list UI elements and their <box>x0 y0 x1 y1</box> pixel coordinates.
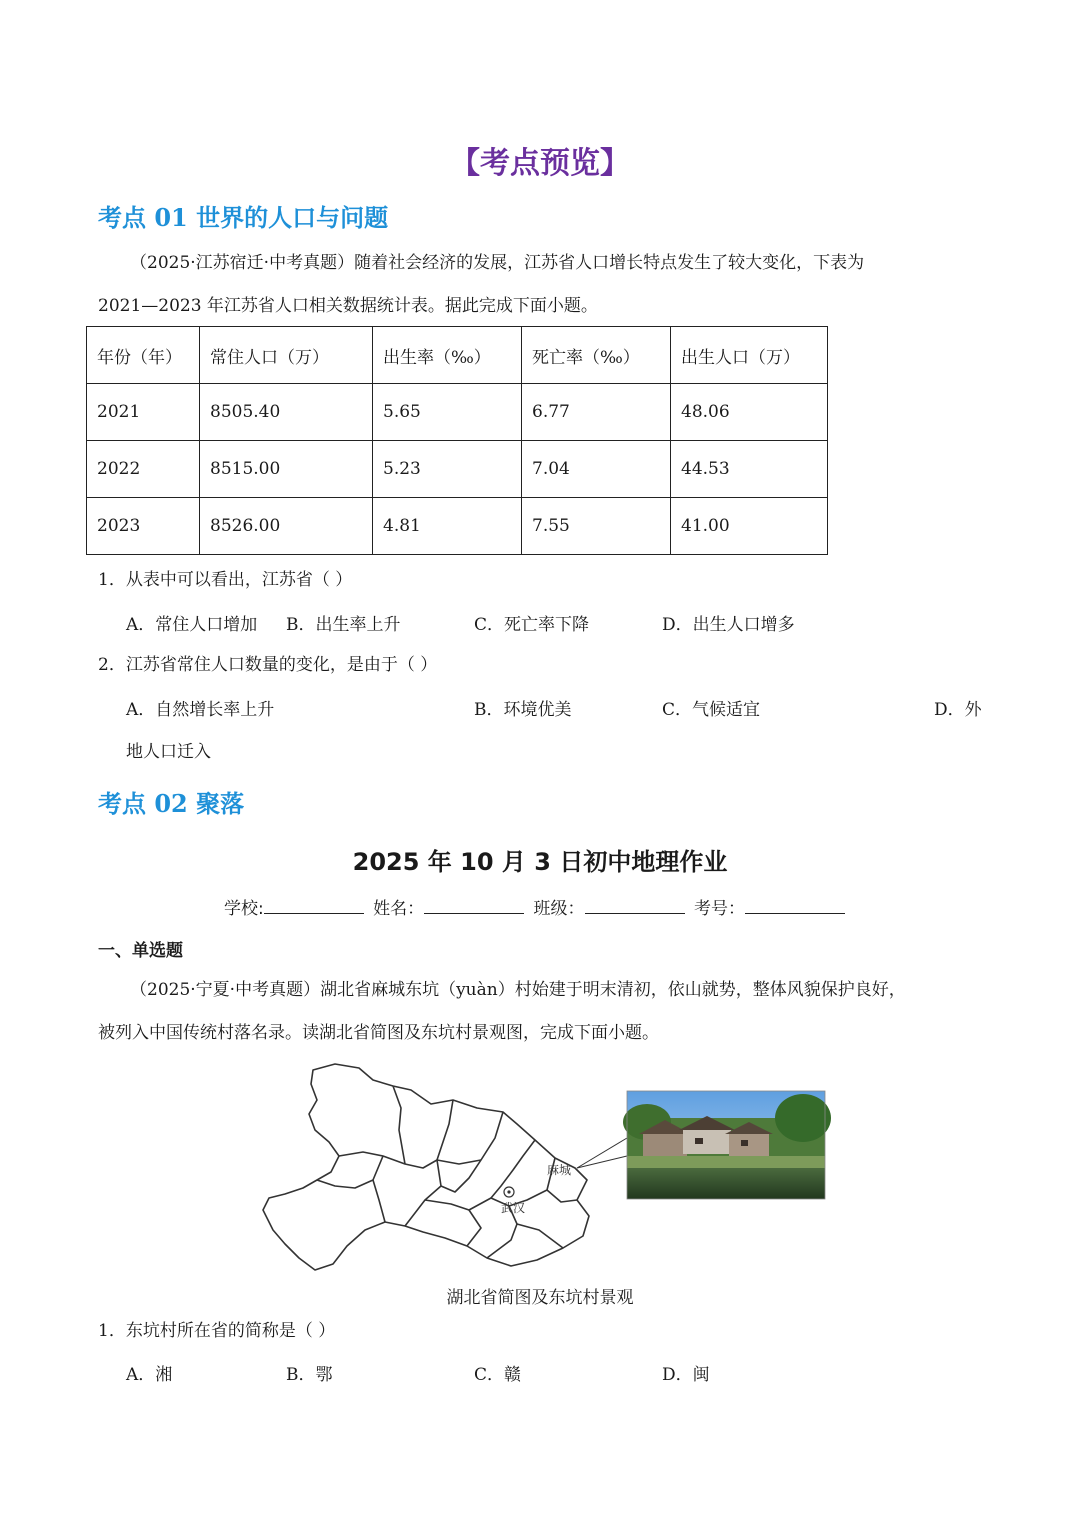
school-label: 学校: <box>224 899 264 919</box>
hw-q1-stem: 1．东坑村所在省的简称是（ ） <box>98 1321 336 1341</box>
table-cell: 7.04 <box>522 441 671 498</box>
s1-q2-option-b[interactable]: B．环境优美 <box>474 700 572 720</box>
homework-title: 2025 年 10 月 3 日初中地理作业 <box>352 848 728 876</box>
population-table <box>86 326 828 555</box>
macheng-label: 麻城 <box>547 1163 572 1177</box>
table-cell: 44.53 <box>671 441 828 498</box>
table-header-cell: 出生率（‰） <box>373 327 522 384</box>
figure-caption: 湖北省简图及东坑村景观 <box>446 1288 634 1308</box>
table-header-row <box>87 327 828 384</box>
table-cell: 4.81 <box>373 498 522 555</box>
table-cell: 8515.00 <box>200 441 373 498</box>
table-cell: 8505.40 <box>200 384 373 441</box>
s1-q1-option-b[interactable]: B．出生率上升 <box>286 615 401 635</box>
table-cell: 5.65 <box>373 384 522 441</box>
hubei-map-figure <box>255 1060 835 1275</box>
class-field[interactable] <box>585 897 685 914</box>
hw-intro-line1: （2025·宁夏·中考真题）湖北省麻城东坑（yuàn）村始建于明末清初，依山就势，整体风貌保护良好， <box>130 980 906 1000</box>
part-heading: 一、单选题 <box>98 941 183 961</box>
table-cell: 2021 <box>87 384 200 441</box>
s1-q1-option-c[interactable]: C．死亡率下降 <box>474 615 590 635</box>
name-field[interactable] <box>424 897 524 914</box>
pointer-line <box>577 1156 627 1168</box>
table-row <box>87 384 828 441</box>
table-row <box>87 441 828 498</box>
table-cell: 6.77 <box>522 384 671 441</box>
pointer-line <box>577 1138 627 1168</box>
s1-q2-stem: 2．江苏省常住人口数量的变化，是由于（ ） <box>98 655 438 675</box>
wuhan-label: 武汉 <box>501 1201 526 1215</box>
table-header-cell: 死亡率（‰） <box>522 327 671 384</box>
table-cell: 5.23 <box>373 441 522 498</box>
section1-heading: 考点 01 世界的人口与问题 <box>98 203 389 232</box>
section2-heading: 考点 02 聚落 <box>98 789 245 818</box>
s1-q2-option-d-continuation: 地人口迁入 <box>126 742 211 762</box>
name-label: 姓名： <box>373 899 425 919</box>
table-cell: 48.06 <box>671 384 828 441</box>
preview-title: 【考点预览】 <box>450 146 630 181</box>
s1-q2-option-d[interactable]: D．外 <box>934 700 982 720</box>
s1-q1-option-d[interactable]: D．出生人口增多 <box>662 615 795 635</box>
dongkeng-village-photo <box>623 1091 831 1199</box>
s1-q1-option-a[interactable]: A．常住人口增加 <box>126 615 258 635</box>
exam-number-label: 考号： <box>693 899 745 919</box>
hw-q1-option-d[interactable]: D．闽 <box>662 1365 710 1385</box>
table-row <box>87 498 828 555</box>
exam-number-field[interactable] <box>745 897 845 914</box>
student-info-line <box>224 894 849 919</box>
section1-intro-line2: 2021—2023 年江苏省人口相关数据统计表。据此完成下面小题。 <box>98 296 598 316</box>
hw-q1-option-a[interactable]: A．湘 <box>126 1365 173 1385</box>
hw-q1-option-c[interactable]: C．赣 <box>474 1365 522 1385</box>
table-header-cell: 年份（年） <box>87 327 200 384</box>
table-cell: 2022 <box>87 441 200 498</box>
table-cell: 7.55 <box>522 498 671 555</box>
table-cell: 8526.00 <box>200 498 373 555</box>
class-label: 班级： <box>533 899 585 919</box>
s1-q2-option-a[interactable]: A．自然增长率上升 <box>126 700 275 720</box>
hubei-province-map <box>263 1064 589 1270</box>
table-header-cell: 常住人口（万） <box>200 327 373 384</box>
s1-q1-stem: 1．从表中可以看出，江苏省（ ） <box>98 570 353 590</box>
s1-q2-option-c[interactable]: C．气候适宜 <box>662 700 761 720</box>
school-field[interactable] <box>264 897 364 914</box>
hw-q1-option-b[interactable]: B．鄂 <box>286 1365 333 1385</box>
wuhan-marker-dot <box>507 1190 510 1193</box>
table-cell: 41.00 <box>671 498 828 555</box>
table-header-cell: 出生人口（万） <box>671 327 828 384</box>
section1-intro-line1: （2025·江苏宿迁·中考真题）随着社会经济的发展，江苏省人口增长特点发生了较大变化，下表为 <box>130 253 865 273</box>
hw-intro-line2: 被列入中国传统村落名录。读湖北省简图及东坑村景观图，完成下面小题。 <box>98 1023 659 1043</box>
table-cell: 2023 <box>87 498 200 555</box>
